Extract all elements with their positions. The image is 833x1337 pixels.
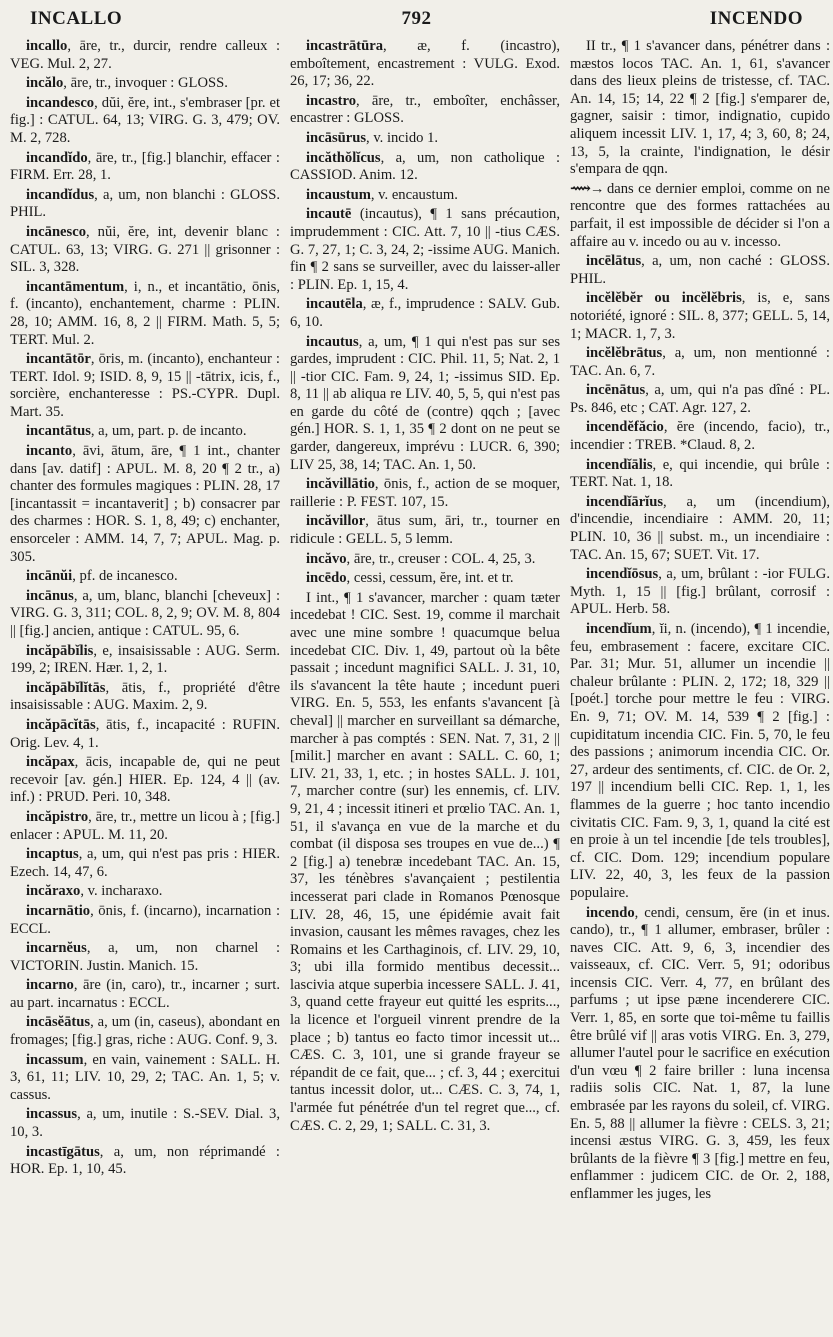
dictionary-entry: incēnātus, a, um, qui n'a pas dîné : PL. Ps. 846, etc ; CAT. Agr. 127, 2. xyxy=(570,382,830,416)
headword: incăthŏlĭcus xyxy=(306,149,381,166)
dictionary-entry: incāsūrus, v. incido 1. xyxy=(306,129,439,146)
headword: incendo xyxy=(586,904,635,921)
dictionary-entry: incēlātus, a, um, non caché : GLOSS. PHIL. xyxy=(570,253,830,287)
dictionary-entry: incaustum, v. encaustum. xyxy=(306,186,458,203)
headword: incarno xyxy=(26,977,74,994)
dictionary-entry: incānus, a, um, blanc, blanchi [cheveux] : VIRG. G. 3, 311; COL. 8, 2, 9; OV. M. 8, 804 || [fig.] ancien, antique : CATUL. 95, 6. xyxy=(10,587,280,639)
headword: incantātus xyxy=(26,423,91,440)
headword: incanto xyxy=(26,443,73,460)
dictionary-entry: incantātus, a, um, part. p. de incanto. xyxy=(26,423,247,440)
column-right xyxy=(570,38,830,1337)
dictionary-entry: incandĭdus, a, um, non blanchi : GLOSS. PHIL. xyxy=(10,186,280,221)
headword: incānesco xyxy=(26,223,86,240)
headword: incĕlĕbĕr ou incĕlĕbris xyxy=(586,290,742,307)
dictionary-entry: incānŭi, pf. de incanesco. xyxy=(26,568,178,585)
dictionary-entry: incendo, cendi, censum, ĕre (in et inus. cando), tr., ¶ 1 allumer, embraser, brûler : naves CIC. Att. 9, 6, 3, incendier des vaisseaux, cf. CIC. Verr. 5, 91; odoribus incensis CIC. Verr. 4, 77, en brûlant des parfums ; ut ipse pæne incenderere CIC. Verr. 1, 85, en sorte que toi-même tu faillis être brûlé vif || aras votis VIRG. En. 3, 279, allumer l'autel pour le sacrifice en exécution d'un vœu ¶ 2 faire briller : luna incensa radiis solis CIC. Nat. 1, 87, la lune embrasée par les rayons du soleil, cf. VIRG. En. 5, 88 || allumer la fièvre : CELS. 3, 21; incensi æstus VIRG. G. 3, 459, les feux brûlants de la fièvre ¶ 3 [fig.] mettre en feu, enflammer : judicem CIC. de Or. 2, 188, enflammer les juges, les xyxy=(570,904,830,1202)
headword: incăvillor xyxy=(306,513,366,530)
dictionary-entry: incassus, a, um, inutile : S.-SEV. Dial. 3, 10, 3. xyxy=(10,1106,280,1141)
dictionary-entry: incastrātūra, æ, f. (incastro), emboîtement, encastrement : VULG. Exod. 26, 17; 36, 22. xyxy=(290,38,560,90)
dictionary-entry: incendĕfăcio, ĕre (incendo, facio), tr., incendier : TREB. *Claud. 8, 2. xyxy=(570,419,830,454)
dictionary-entry: incāsĕātus, a, um (in, caseus), abondant en fromages; [fig.] gras, riche : AUG. Conf. 9, 3. xyxy=(10,1014,280,1049)
dictionary-entry: incĕlĕbĕr ou incĕlĕbris, is, e, sans notoriété, ignoré : SIL. 8, 377; GELL. 5, 14, 1; MACR. 1, 7, 3. xyxy=(570,290,830,342)
headword: incautēla xyxy=(306,296,363,313)
headword: incălo xyxy=(26,75,64,92)
arrow-icon: ⟿→ xyxy=(570,180,607,197)
headword: incaustum xyxy=(306,186,371,203)
left-guide-word: INCALLO xyxy=(30,8,123,29)
dictionary-entry: incastīgātus, a, um, non réprimandé : HOR. Ep. 1, 10, 45. xyxy=(10,1143,280,1178)
dictionary-entry: incānesco, nŭi, ĕre, int, devenir blanc : CATUL. 63, 13; VIRG. G. 271 || grisonner : SIL. 3, 328. xyxy=(10,223,280,276)
column-middle xyxy=(290,38,560,1337)
headword: incānus xyxy=(26,587,74,604)
headword: incăpācĭtās xyxy=(26,716,96,733)
headword: incendĭum xyxy=(586,621,652,637)
right-guide-word: INCENDO xyxy=(709,8,803,29)
headword: incautē xyxy=(306,206,352,223)
headword: incendĭōsus xyxy=(586,566,659,583)
headword: incăvo xyxy=(306,550,347,567)
dictionary-entry: incarnĕus, a, um, non charnel : VICTORIN. Justin. Manich. 15. xyxy=(10,940,280,974)
dictionary-entry: incăvillātio, ōnis, f., action de se moquer, raillerie : P. FEST. 107, 15. xyxy=(290,476,560,510)
page-header xyxy=(30,8,803,34)
dictionary-entry: I int., ¶ 1 s'avancer, marcher : quam tæter incedebat ! CIC. Sest. 19, comme il marchait avec une mine sombre ! quacumque belua incedebat CIC. Div. 1, 49, partout où la bête passait ; incedunt magnifici SALL. J. 31, 10, ils s'avancent la tête haute ; incedunt pueri VIRG. En. 5, 553, les enfants s'avancent [à cheval] || marcher en surveillant sa démarche, marcher à pas comptés : SEN. Nat. 7, 31, 2 || [milit.] marcher en avant : SALL. C. 60, 1; LIV. 21, 33, 1, etc. ; in hostes SALL. J. 101, 7, marcher contre (sur) les ennemis, cf. LIV. 9, 21, 4 ; incessit itineri et prœlio TAC. An. 1, 51, il s'avança en vue de la marche et du combat (il disposa ses troupes en vue de...) ¶ 2 [fig.] a) tenebræ incedebant TAC. An. 15, 37, les ténèbres s'avançaient ; pestilentia incesserat pari clade in Romanos Pœnosque LIV. 28, 46, 15, une épidémie avait fait invasion, causant les mêmes ravages, chez les Romains et les Carthaginois, cf. LIV. 29, 10, 3; ubi illa formido mentibus decessit... lascivia atque superbia incessere SALL. J. 41, 3, quand cette frayeur eut quitté les esprits..., la licence et l'orgueil vinrent prendre de la place ; b) tantus eo facto timor incessit ut... CÆS. C. 3, 101, une si grande frayeur se répandit de ce fait, que... ; cf. 3, 44 ; exercitui tantus incessit dolor, ut... CÆS. C. 3, 74, 1, l'armée fut pénétrée d'un tel regret que..., cf. CÆS. C. 2, 29, 1; SALL. C. 31, 3. xyxy=(290,589,560,1134)
dictionary-entry: incăpābĭlis, e, insaisissable : AUG. Serm. 199, 2; IREN. Hær. 1, 2, 1. xyxy=(10,642,280,677)
dictionary-entry: incendĭārĭus, a, um (incendium), d'incendie, incendiaire : AMM. 20, 11; PLIN. 10, 36 || subst. m., un incendiaire : TAC. An. 15, 67; SUET. Vit. 17. xyxy=(570,493,830,563)
headword: incāsūrus xyxy=(306,129,367,146)
headword: incăpābĭlis xyxy=(26,642,94,659)
headword: incăpistro xyxy=(26,808,89,825)
dictionary-entry: incăpistro, āre, tr., mettre un licou à ; [fig.] enlacer : APUL. M. 11, 20. xyxy=(10,808,280,843)
headword: incendĭārĭus xyxy=(586,493,664,510)
headword: incăraxo xyxy=(26,883,81,900)
column-left xyxy=(10,38,280,1337)
headword: incandĭdo xyxy=(26,149,88,166)
headword: incallo xyxy=(26,38,68,54)
dictionary-entry: incaptus, a, um, qui n'est pas pris : HIER. Ezech. 14, 47, 6. xyxy=(10,846,280,880)
headword: incēdo xyxy=(306,570,347,587)
dictionary-entry: incăpābĭlĭtās, ātis, f., propriété d'être insaisissable : AUG. Maxim. 2, 9. xyxy=(10,679,280,714)
headword: incĕlĕbrātus xyxy=(586,345,663,362)
dictionary-entry: incanto, āvi, ātum, āre, ¶ 1 int., chanter dans [av. datif] : APUL. M. 8, 20 ¶ 2 tr., a) chanter des formules magiques : PLIN. 28, 17 [incantassit = incantaverit] ; b) consacrer par des charmes : HOR. S. 1, 8, 49; c) enchanter, ensorceler : AMM. 14, 7, 7; APUL. Mag. p. 305. xyxy=(10,443,280,565)
dictionary-entry: incăvo, āre, tr., creuser : COL. 4, 25, 3. xyxy=(306,550,536,567)
dictionary-entry: incassum, en vain, vainement : SALL. H. 3, 61, 11; LIV. 10, 29, 2; TAC. An. 1, 5; v. cassus. xyxy=(10,1051,280,1103)
dictionary-entry: incautē (incautus), ¶ 1 sans précaution, imprudemment : CIC. Att. 7, 10 || -tius CÆS. G. 7, 27, 1; C. 3, 24, 2; -issime AUG. Manich. fin ¶ 2 sans se surveiller, avec du laisser-aller : PLIN. Ep. 1, 15, 4. xyxy=(290,206,560,293)
dictionary-entry: incendĭum, ĭi, n. (incendo), ¶ 1 incendie, feu, embrasement : facere, excitare CIC. Par. 31; Mur. 51, allumer un incendie || chaleur brûlante : PLIN. 2, 172; 18, 329 || [poét.] torche pour mettre le feu : VIRG. En. 9, 71; OV. M. 14, 539 ¶ 2 [fig.] : cupiditatum incendia CIC. Fin. 5, 70, le feu des passions ; animorum incendia CIC. Or. 27, ardeur des sentiments, cf. CIC. de Or. 2, 197 || incendium belli CIC. Rep. 1, 1, les flammes de la guerre ; hoc tanto incendio civitatis CIC. Fam. 9, 3, 1, quand la cité est en proie à un tel incendie [de tels troubles], cf. CIC. Dom. 129; incendium populare LIV. 22, 40, 3, les feux de la passion populaire. xyxy=(570,621,830,901)
dictionary-entry: incallo, āre, tr., durcir, rendre calleux : VEG. Mul. 2, 27. xyxy=(10,38,280,72)
dictionary-entry: incēdo, cessi, cessum, ĕre, int. et tr. xyxy=(306,570,514,587)
headword: incānŭi xyxy=(26,568,73,585)
dictionary-entry: incăthŏlĭcus, a, um, non catholique : CASSIOD. Anim. 12. xyxy=(290,149,560,184)
headword: incēlātus xyxy=(586,253,642,270)
dictionary-entry: incandesco, dŭi, ĕre, int., s'embraser [pr. et fig.] : CATUL. 64, 13; VIRG. G. 3, 479; OV. M. 2, 728. xyxy=(10,94,280,146)
headword: incastro xyxy=(306,92,356,109)
text-columns xyxy=(10,38,830,1337)
usage-note-text: dans ce dernier emploi, comme on ne rencontre que des formes rattachées au parfait, il est impossible de décider si l'on a affaire au v. incedo ou au v. incesso. xyxy=(570,180,830,250)
page-number: 792 xyxy=(401,8,432,29)
dictionary-entry: incantāmentum, i, n., et incantātio, ōnis, f. (incanto), enchantement, charme : PLIN. 28, 10; AMM. 16, 8, 2 || FIRM. Math. 5, 5; TERT. Mul. 2. xyxy=(10,278,280,348)
headword: incassum xyxy=(26,1051,84,1068)
usage-note xyxy=(570,181,830,251)
dictionary-entry: incastro, āre, tr., emboîter, enchâsser, encastrer : GLOSS. xyxy=(290,92,560,127)
dictionary-entry: incĕlĕbrātus, a, um, non mentionné : TAC. An. 6, 7. xyxy=(570,345,830,379)
headword: incastīgātus xyxy=(26,1143,100,1160)
dictionary-entry: incarnātio, ōnis, f. (incarno), incarnation : ECCL. xyxy=(10,902,280,937)
dictionary-entry: incăpax, ācis, incapable de, qui ne peut recevoir [av. gén.] HIER. Ep. 124, 4 || (av. inf.) : PRUD. Peri. 10, 348. xyxy=(10,754,280,806)
dictionary-entry: incendĭālis, e, qui incendie, qui brûle : TERT. Nat. 1, 18. xyxy=(570,456,830,491)
headword: incarnĕus xyxy=(26,940,87,957)
headword: incāsĕātus xyxy=(26,1014,91,1031)
headword: incastrātūra xyxy=(306,38,384,54)
headword: incautus xyxy=(306,333,359,350)
headword: incarnātio xyxy=(26,902,91,919)
headword: incaptus xyxy=(26,846,79,863)
headword: incendĕfăcio xyxy=(586,419,664,436)
dictionary-entry: incandĭdo, āre, tr., [fig.] blanchir, effacer : FIRM. Err. 28, 1. xyxy=(10,149,280,184)
dictionary-entry: incarno, āre (in, caro), tr., incarner ; surt. au part. incarnatus : ECCL. xyxy=(10,977,280,1011)
headword: incantāmentum xyxy=(26,278,125,295)
headword: incăvillātio xyxy=(306,476,375,493)
dictionary-entry: incăvillor, ātus sum, āri, tr., tourner en ridicule : GELL. 5, 5 lemm. xyxy=(290,513,560,548)
headword: incăpābĭlĭtās xyxy=(26,679,106,696)
headword: incēnātus xyxy=(586,382,646,399)
dictionary-entry: incăpācĭtās, ātis, f., incapacité : RUFIN. Orig. Lev. 4, 1. xyxy=(10,716,280,751)
headword: incantātōr xyxy=(26,351,91,368)
dictionary-entry: incălo, āre, tr., invoquer : GLOSS. xyxy=(26,75,228,92)
headword: incăpax xyxy=(26,754,75,771)
dictionary-entry: II tr., ¶ 1 s'avancer dans, pénétrer dans : mæstos locos TAC. An. 1, 61, s'avancer dans des lieux pleins de tristesse, cf. TAC. An. 14, 15; 14, 22 ¶ 2 [fig.] s'emparer de, gagner, saisir : timor, indignatio, cupido aliquem incessit LIV. 1, 17, 4; 3, 60, 8; 24, 13, 5, la crainte, l'indignation, le désir s'empara de qqn. xyxy=(570,38,830,178)
dictionary-entry: incantātōr, ōris, m. (incanto), enchanteur : TERT. Idol. 9; ISID. 8, 9, 15 || -tātrix, icis, f., sorcière, enchanteresse : PS.-CYPR. Dupl. Mart. 35. xyxy=(10,351,280,420)
dictionary-entry: incăraxo, v. incharaxo. xyxy=(26,883,163,900)
headword: incandesco xyxy=(26,94,95,111)
headword: incassus xyxy=(26,1106,78,1123)
dictionary-entry: incendĭōsus, a, um, brûlant : -ior FULG. Myth. 1, 15 || [fig.] brûlant, corrosif : APUL. Herb. 58. xyxy=(570,566,830,618)
headword: incendĭālis xyxy=(586,456,653,473)
dictionary-entry: incautus, a, um, ¶ 1 qui n'est pas sur ses gardes, imprudent : CIC. Phil. 11, 5; Nat. 2, 1 || -tior CIC. Fam. 9, 24, 1; -issimus SID. Ep. 8, 11 || ab aliqua re LIV. 40, 5, 5, qui n'est pas en garde du côté de (contre) qqch ; [avec gén.] HOR. S. 1, 1, 35 ¶ 2 dont on ne peut se garder, dangereux, imprévu : LUCR. 6, 390; LIV 25, 38, 14; TAC. An. 1, 50. xyxy=(290,333,560,473)
headword: incandĭdus xyxy=(26,186,95,203)
dictionary-entry: incautēla, æ, f., imprudence : SALV. Gub. 6, 10. xyxy=(290,296,560,330)
